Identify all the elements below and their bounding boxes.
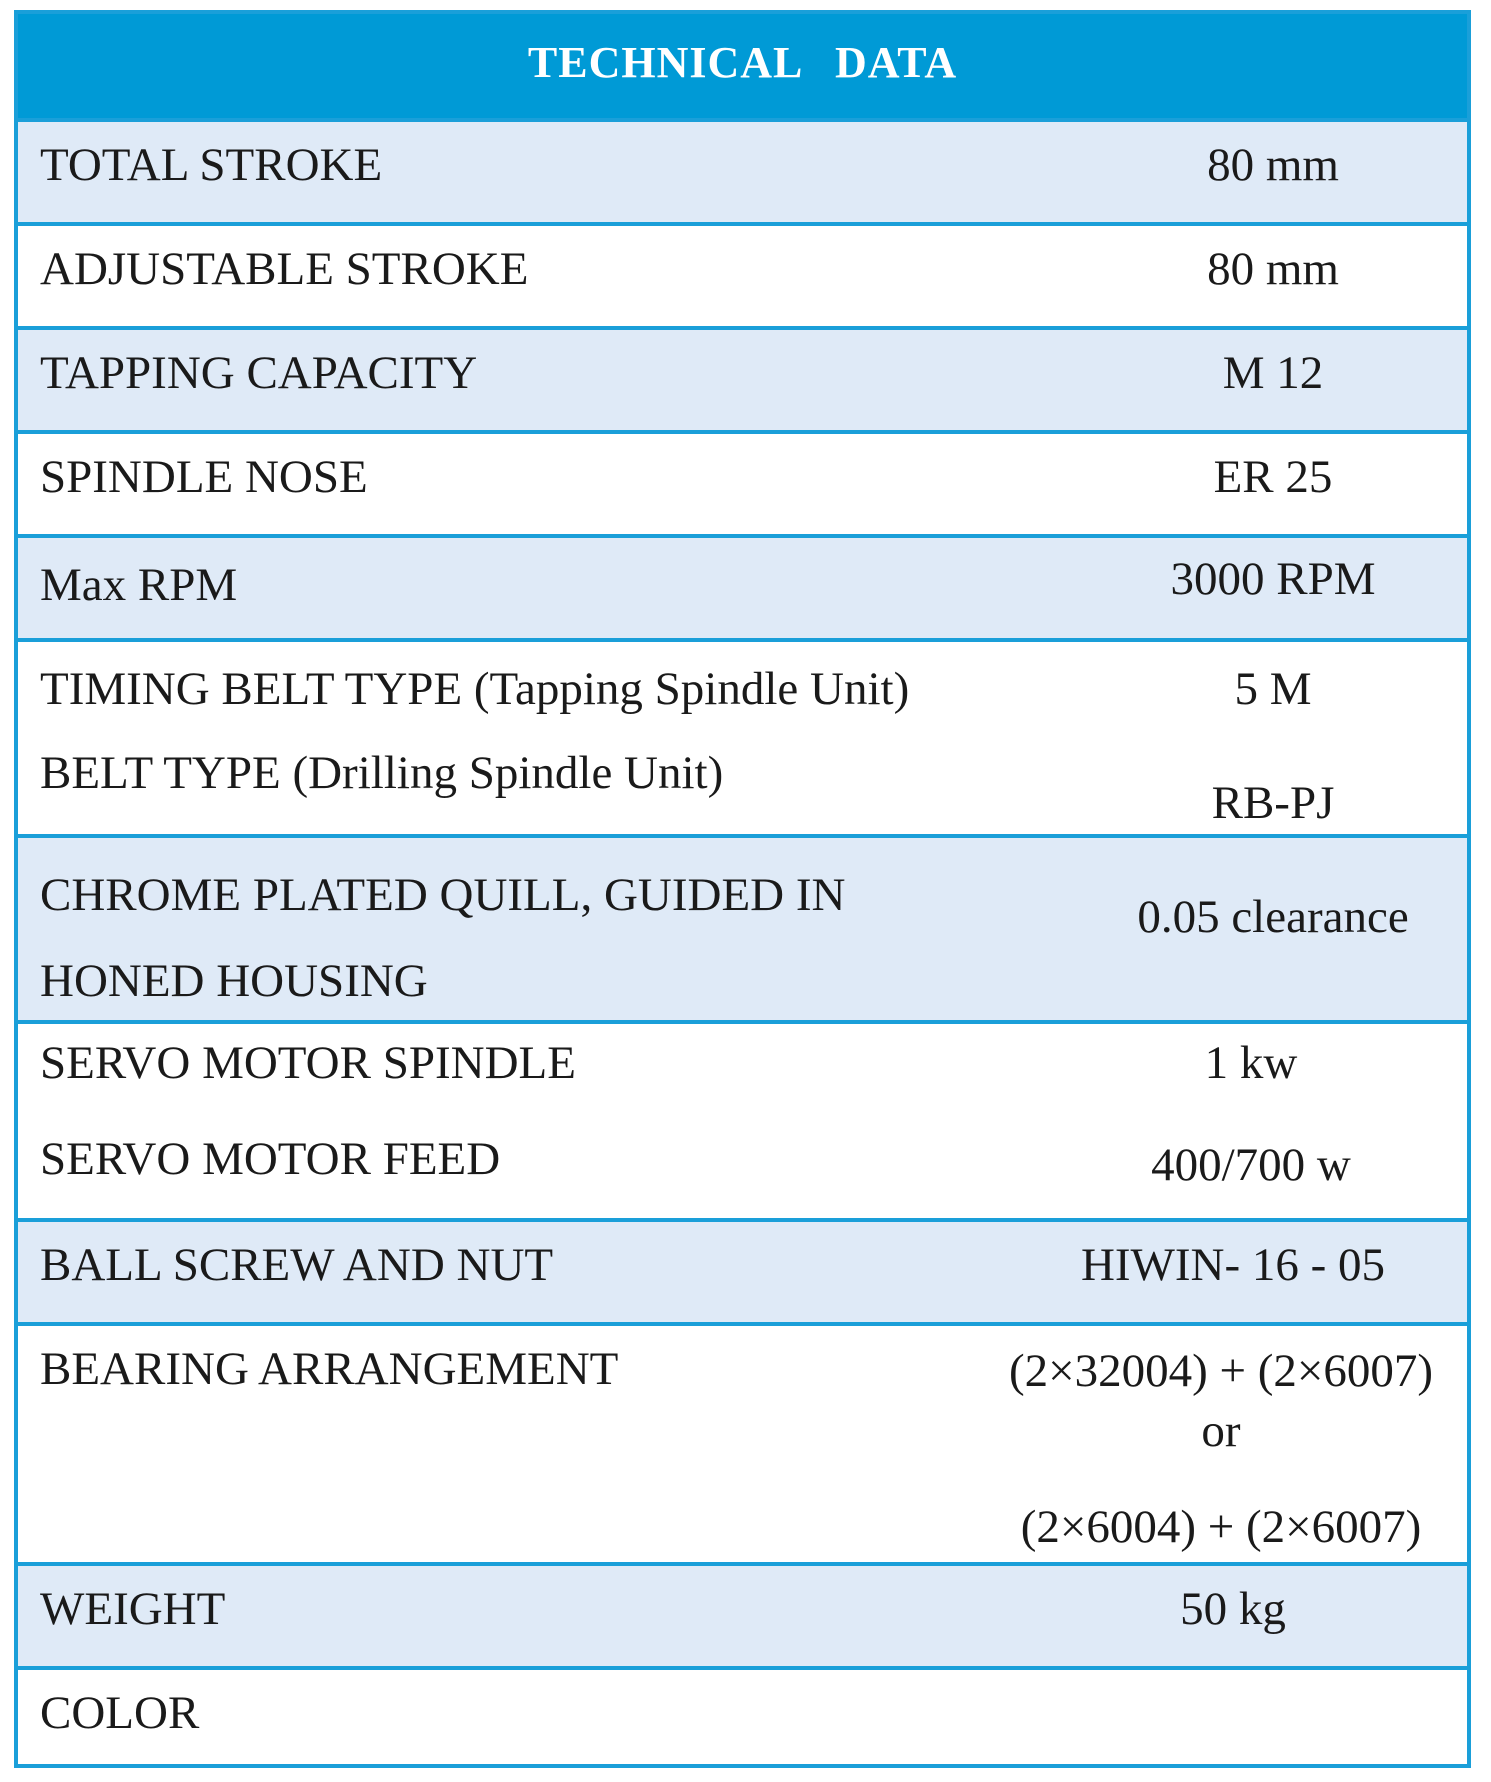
table-row-chrome-plated-quill bbox=[18, 834, 1467, 1020]
table-header bbox=[18, 14, 1467, 118]
row-label: BALL SCREW AND NUT bbox=[40, 1239, 554, 1291]
row-label: TIMING BELT TYPE (Tapping Spindle Unit) bbox=[40, 663, 910, 715]
row-label: BELT TYPE (Drilling Spindle Unit) bbox=[40, 747, 724, 799]
table-row-total-stroke bbox=[18, 118, 1467, 222]
table-row-weight bbox=[18, 1562, 1467, 1666]
table-row-bearing-arrangement bbox=[18, 1322, 1467, 1562]
row-label: HONED HOUSING bbox=[40, 955, 428, 1007]
row-label: Max RPM bbox=[40, 559, 238, 611]
row-value: M 12 bbox=[1222, 347, 1324, 399]
row-label: SERVO MOTOR FEED bbox=[40, 1133, 501, 1185]
row-value: 50 kg bbox=[1180, 1583, 1286, 1635]
row-label: BEARING ARRANGEMENT bbox=[40, 1343, 619, 1395]
table-row-spindle-nose bbox=[18, 430, 1467, 534]
technical-data-table bbox=[14, 10, 1471, 1768]
table-title: TECHNICAL DATA bbox=[527, 37, 958, 87]
row-value: 400/700 w bbox=[1151, 1139, 1351, 1191]
row-label: SERVO MOTOR SPINDLE bbox=[40, 1037, 576, 1089]
row-value: ER 25 bbox=[1213, 451, 1333, 503]
row-value: or bbox=[1201, 1405, 1241, 1457]
table-row-servo-motor bbox=[18, 1020, 1467, 1218]
row-label: WEIGHT bbox=[40, 1583, 226, 1635]
table-row-max-rpm bbox=[18, 534, 1467, 638]
row-label: ADJUSTABLE STROKE bbox=[40, 243, 529, 295]
table-row-adjustable-stroke bbox=[18, 222, 1467, 326]
row-value: HIWIN- 16 - 05 bbox=[1080, 1239, 1386, 1291]
table-row-belt-type bbox=[18, 638, 1467, 834]
row-label: TOTAL STROKE bbox=[40, 139, 383, 191]
row-value: RB-PJ bbox=[1211, 777, 1335, 829]
row-value: (2×32004) + (2×6007) bbox=[1008, 1345, 1434, 1397]
row-value: (2×6004) + (2×6007) bbox=[1020, 1501, 1422, 1553]
table-row-tapping-capacity bbox=[18, 326, 1467, 430]
row-value: 3000 RPM bbox=[1170, 553, 1376, 605]
row-label: CHROME PLATED QUILL, GUIDED IN bbox=[40, 869, 846, 921]
row-value: 80 mm bbox=[1207, 243, 1339, 295]
row-label: TAPPING CAPACITY bbox=[40, 347, 478, 399]
row-value: 1 kw bbox=[1204, 1037, 1298, 1089]
row-value: 80 mm bbox=[1207, 139, 1339, 191]
table-row-ball-screw bbox=[18, 1218, 1467, 1322]
row-value: 5 M bbox=[1234, 663, 1312, 715]
row-value: 0.05 clearance bbox=[1137, 891, 1409, 943]
row-label: SPINDLE NOSE bbox=[40, 451, 368, 503]
table-row-color bbox=[18, 1666, 1467, 1768]
row-label: COLOR bbox=[40, 1687, 200, 1739]
